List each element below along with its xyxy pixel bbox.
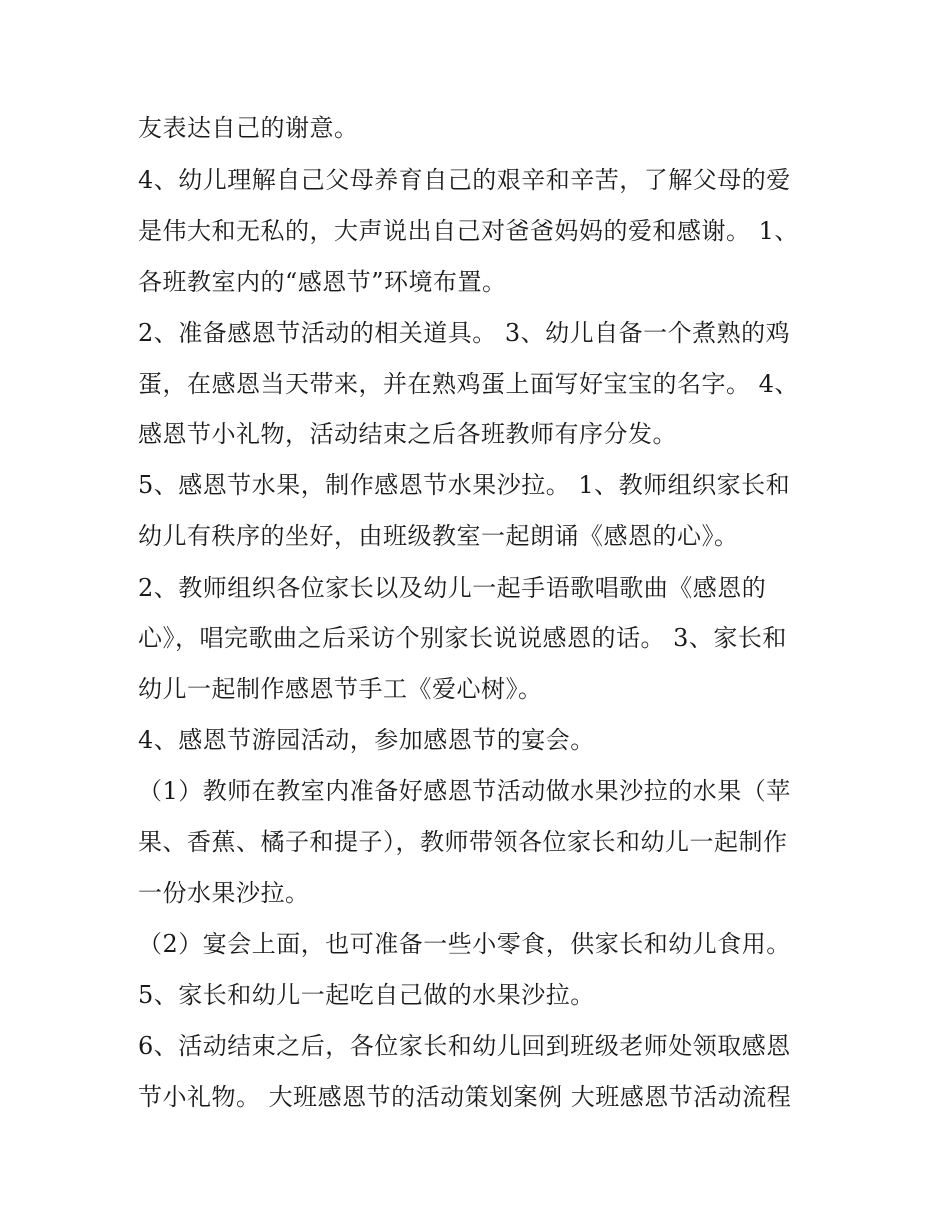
text-line: 幼儿有秩序的坐好，由班级教室一起朗诵《感恩的心》。 bbox=[138, 522, 739, 550]
text-line: 幼儿一起制作感恩节手工《爱心树》。 bbox=[138, 675, 543, 703]
text-line: 心》，唱完歌曲之后采访个别家长说说感恩的话。 3、家长和 bbox=[138, 624, 787, 652]
text-line: 各班教室内的“感恩节”环境布置。 bbox=[138, 268, 507, 296]
text-line: 节小礼物。 大班感恩节的活动策划案例 大班感恩节活动流程 bbox=[138, 1083, 792, 1111]
text-line: 果、香蕉、橘子和提子），教师带领各位家长和幼儿一起制作 bbox=[138, 828, 788, 856]
text-line: 2、准备感恩节活动的相关道具。 3、幼儿自备一个煮熟的鸡 bbox=[138, 319, 791, 347]
text-line: 2、教师组织各位家长以及幼儿一起手语歌唱歌曲《感恩的 bbox=[138, 574, 767, 602]
text-line: 4、感恩节游园活动，参加感恩节的宴会。 bbox=[138, 726, 595, 754]
text-line: 5、家长和幼儿一起吃自己做的水果沙拉。 bbox=[138, 981, 595, 1009]
text-line: 友表达自己的谢意。 bbox=[138, 114, 359, 142]
text-line: 蛋，在感恩当天带来，并在熟鸡蛋上面写好宝宝的名字。 4、 bbox=[138, 370, 799, 398]
text-line: 感恩节小礼物，活动结束之后各班教师有序分发。 bbox=[138, 420, 677, 448]
text-line: 6、活动结束之后，各位家长和幼儿回到班级老师处领取感恩 bbox=[138, 1032, 791, 1060]
text-line: 5、感恩节水果，制作感恩节水果沙拉。 1、教师组织家长和 bbox=[138, 471, 791, 499]
text-line: 是伟大和无私的，大声说出自己对爸爸妈妈的爱和感谢。 1、 bbox=[138, 217, 799, 245]
text-line: 4、幼儿理解自己父母养育自己的艰辛和辛苦，了解父母的爱 bbox=[138, 166, 791, 194]
text-line: （1）教师在教室内准备好感恩节活动做水果沙拉的水果（苹 bbox=[138, 777, 791, 805]
text-line: 一份水果沙拉。 bbox=[138, 879, 310, 907]
text-line: （2）宴会上面，也可准备一些小零食，供家长和幼儿食用。 bbox=[138, 930, 791, 958]
